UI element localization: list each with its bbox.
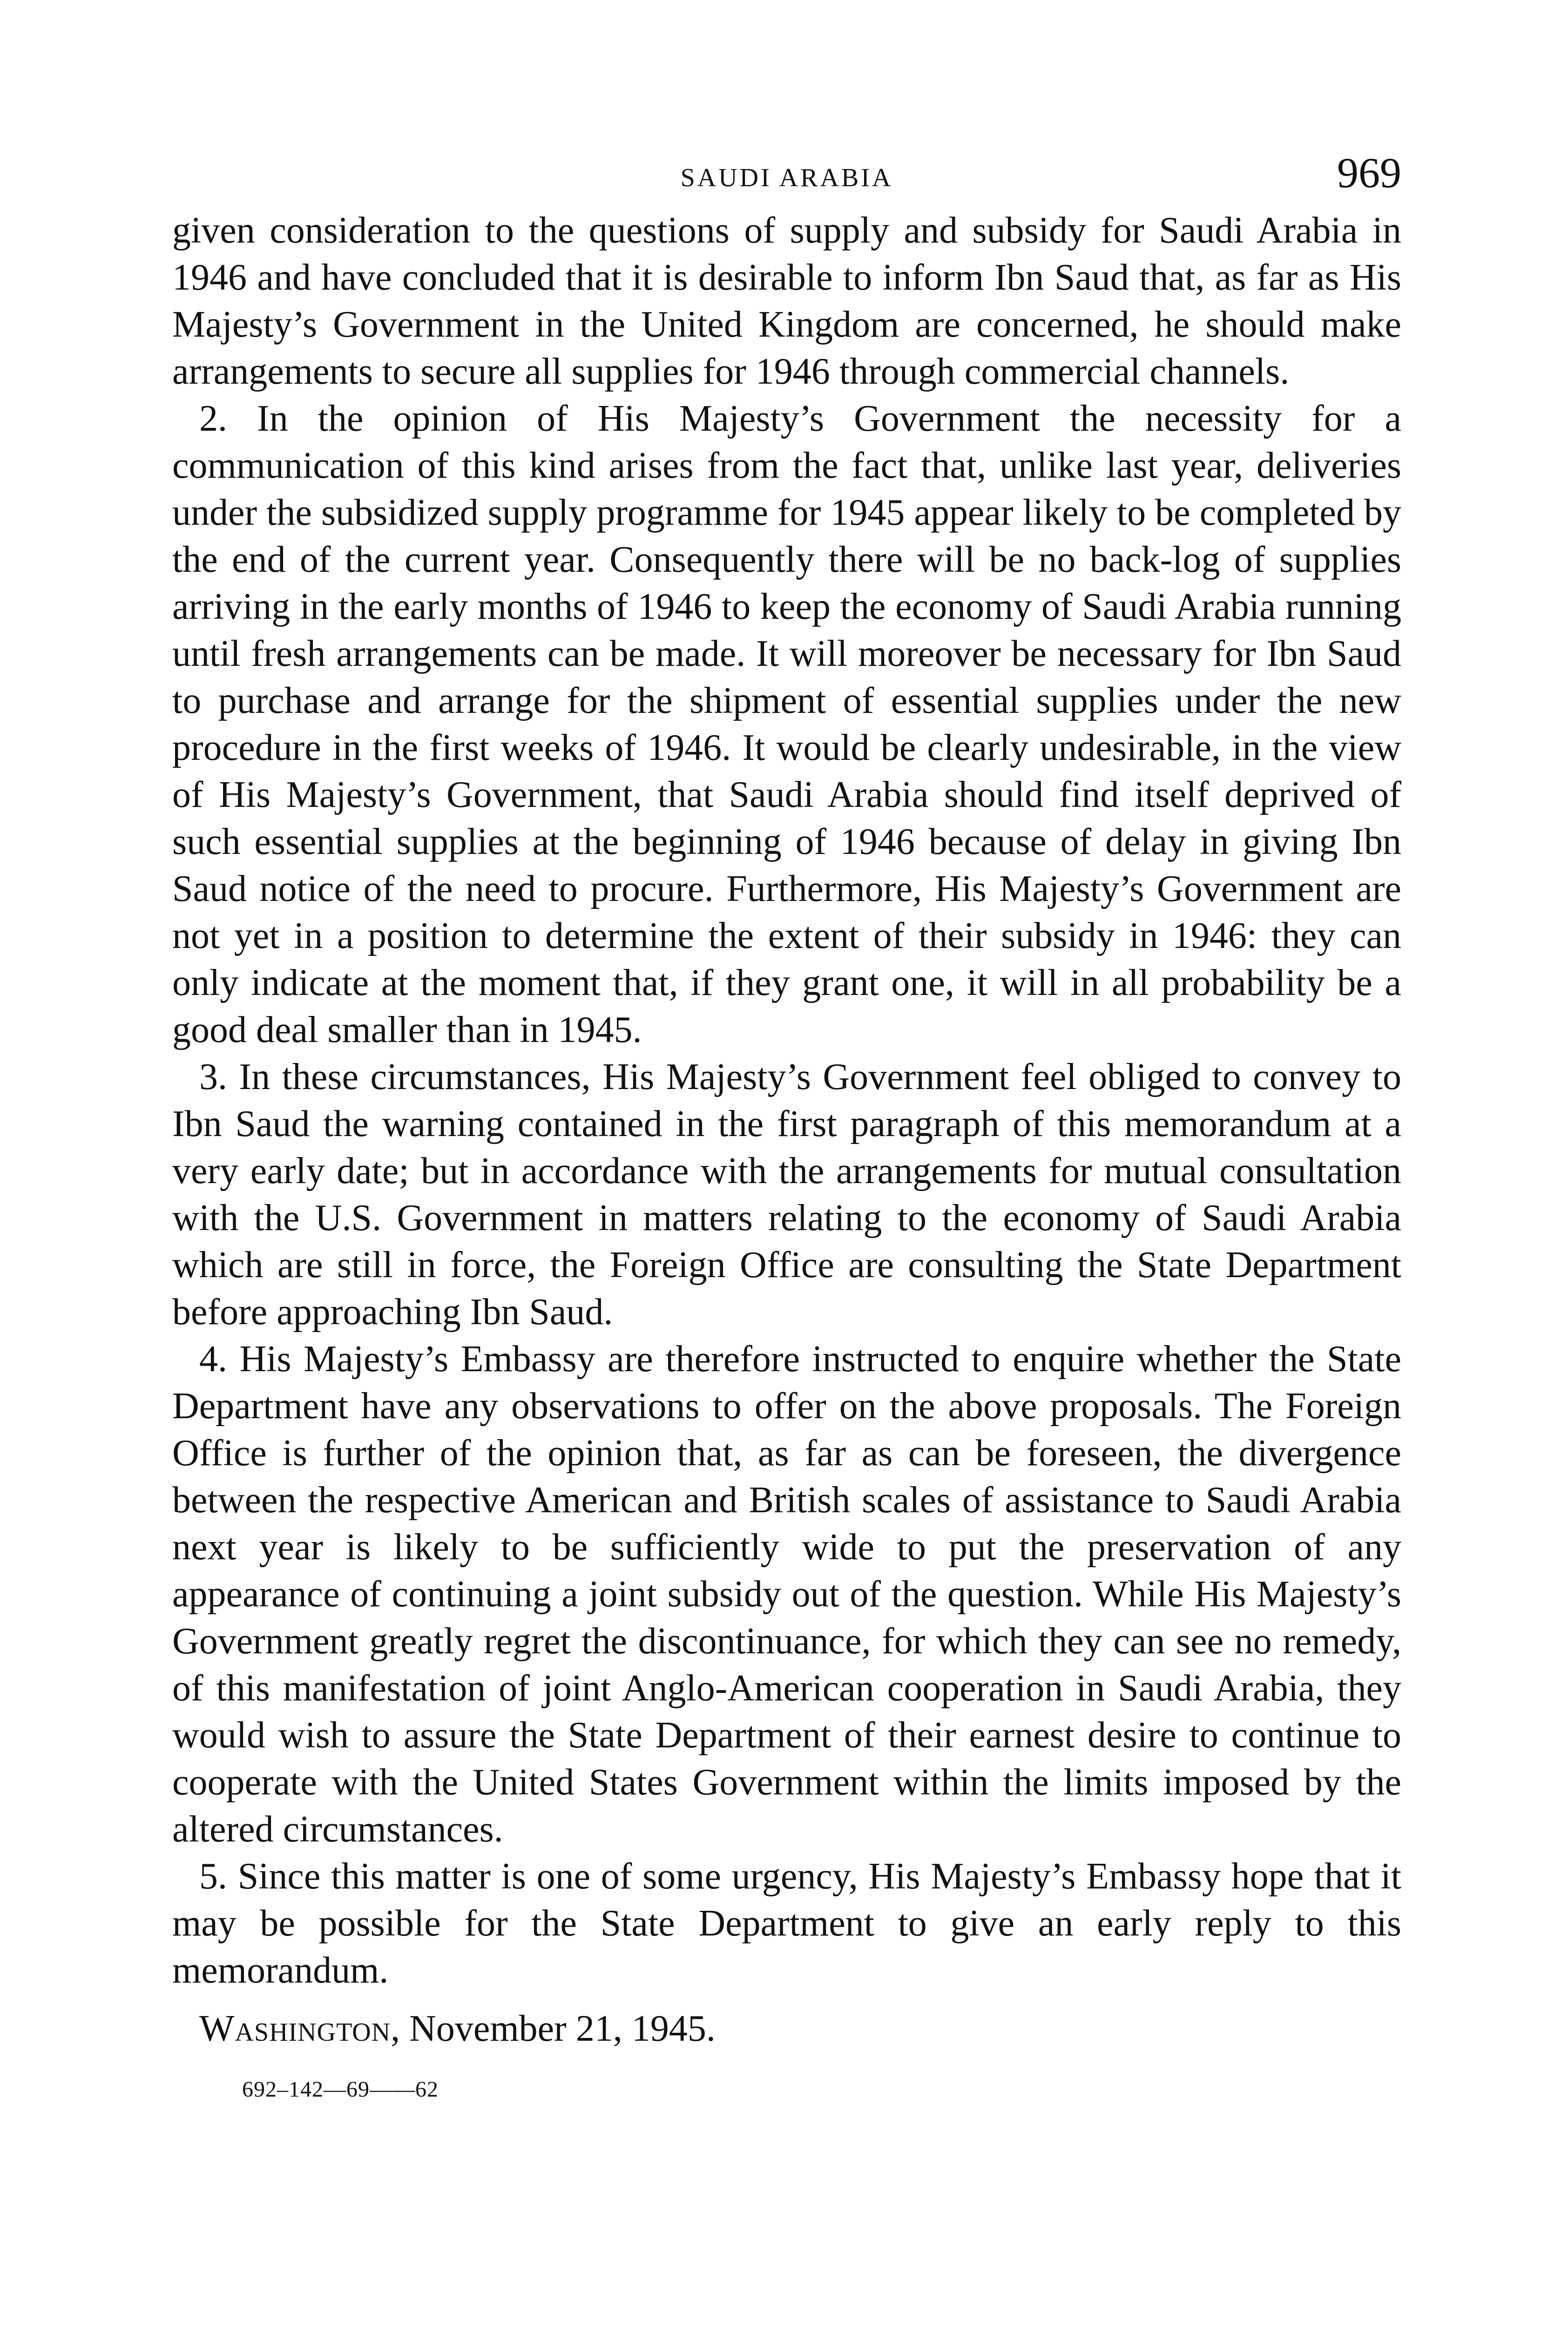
- closing-place: Washington: [199, 2008, 391, 2049]
- paragraph-5: 5. Since this matter is one of some urgency, His Majesty’s Embassy hope that it may be possible for the State Department to give an early reply to this memorandum.: [172, 1856, 1401, 1991]
- page-number: 969: [1337, 149, 1401, 196]
- memorandum-body: [172, 207, 1401, 1994]
- paragraph-2: 2. In the opinion of His Majesty’s Government the necessity for a communication of this kind arises from the fact that, unlike last year, deliveries under the subsidized supply programme for 1945 appear likely to be completed by the end of the current year. Consequently there will be no back-log of supplies arriving in the early months of 1946 to keep the economy of Saudi Arabia running until fresh arrangements can be made. It will moreover be necessary for Ibn Saud to purchase and arrange for the shipment of essential supplies under the new procedure in the first weeks of 1946. It would be clearly undesirable, in the view of His Majesty’s Government, that Saudi Arabia should find itself deprived of such essential supplies at the beginning of 1946 because of delay in giving Ibn Saud notice of the need to procure. Furthermore, His Majesty’s Government are not yet in a position to determine the extent of their subsidy in 1946: they can only indicate at the moment that, if they grant one, it will in all probability be a good deal smaller than in 1945.: [172, 398, 1401, 1050]
- closing-line: [172, 2005, 1401, 2052]
- print-code: 692–142—69——62: [242, 2077, 439, 2102]
- paragraph-3: 3. In these circumstances, His Majesty’s Government feel obliged to convey to Ibn Saud the warning contained in the first paragraph of this memorandum at a very early date; but in accordance with the arrangements for mutual consultation with the U.S. Government in matters relating to the economy of Saudi Arabia which are still in force, the Foreign Office are consulting the State Department before approaching Ibn Saud.: [172, 1056, 1401, 1333]
- document-page: [172, 144, 1401, 2102]
- paragraph-continuation: given consideration to the questions of supply and subsidy for Saudi Arabia in 1946 and have concluded that it is desirable to inform Ibn Saud that, as far as His Majesty’s Government in the United Kingdom are concerned, he should make arrangements to secure all supplies for 1946 through commercial channels.: [172, 210, 1401, 392]
- closing-date: , November 21, 1945.: [391, 2008, 716, 2049]
- running-head: SAUDI ARABIA: [680, 163, 893, 192]
- page-header: [172, 144, 1401, 200]
- paragraph-4: 4. His Majesty’s Embassy are therefore instructed to enquire whether the State Department have any observations to offer on the above proposals. The Foreign Office is further of the opinion that, as far as can be foreseen, the divergence between the respective American and British scales of assistance to Saudi Arabia next year is likely to be sufficiently wide to put the preservation of any appearance of continuing a joint subsidy out of the question. While His Majesty’s Government greatly regret the discontinuance, for which they can see no remedy, of this manifestation of joint Anglo-American cooperation in Saudi Arabia, they would wish to assure the State Department of their earnest desire to continue to cooperate with the United States Government within the limits imposed by the altered circumstances.: [172, 1339, 1401, 1850]
